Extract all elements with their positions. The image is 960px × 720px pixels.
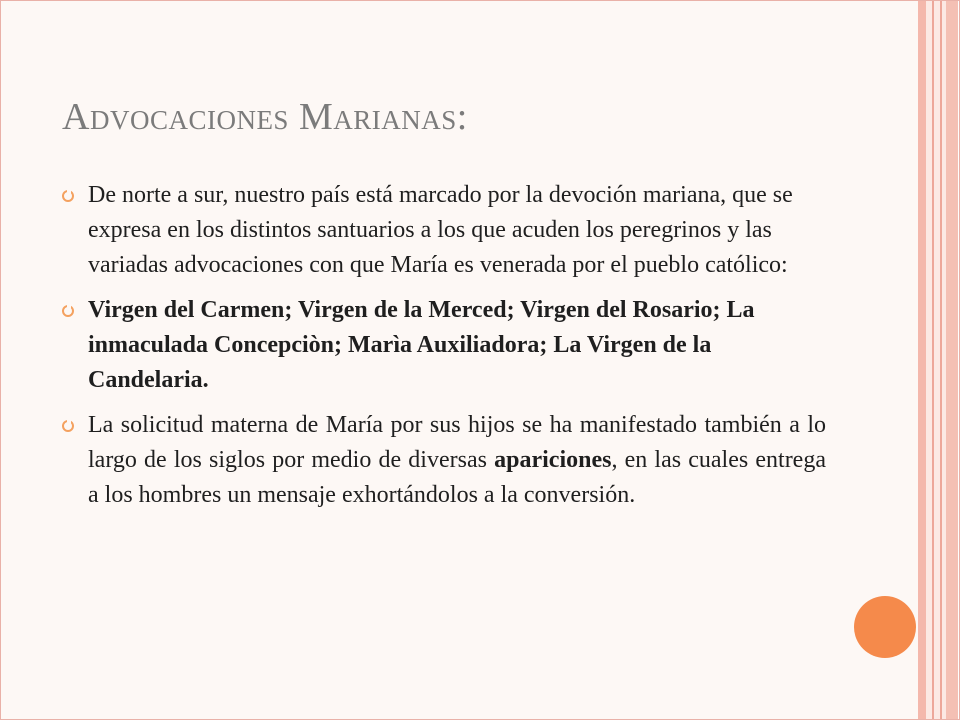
bullet-list (62, 178, 826, 523)
bullet-text-bold: apariciones (494, 447, 612, 473)
bullet-text-before: La solicitud materna de María por sus hijos se ha manifestado también a lo largo de los siglos por medio de diversas (88, 412, 826, 473)
bullet-item-advocations (62, 293, 826, 398)
bullet-item-apparitions (62, 408, 826, 513)
orange-circle-decoration (854, 596, 916, 658)
bullet-text: Virgen del Carmen; Virgen de la Merced; Virgen del Rosario; La inmaculada Concepciòn; Marìa Auxiliadora; La Virgen de la Candelaria. (88, 297, 755, 393)
bullet-text-after: , en las cuales entrega a los hombres un mensaje exhortándolos a la conversión. (88, 447, 826, 508)
bullet-item-intro (62, 178, 826, 283)
bullet-text: De norte a sur, nuestro país está marcado por la devoción mariana, que se expresa en los distintos santuarios a los que acuden los peregrinos y las variadas advocaciones con que María es venerada por el pueblo católico: (88, 182, 793, 278)
bullet-icon (62, 420, 74, 432)
bullet-icon (62, 190, 74, 202)
slide-title: Advocaciones Marianas: (62, 96, 468, 138)
bullet-icon (62, 305, 74, 317)
